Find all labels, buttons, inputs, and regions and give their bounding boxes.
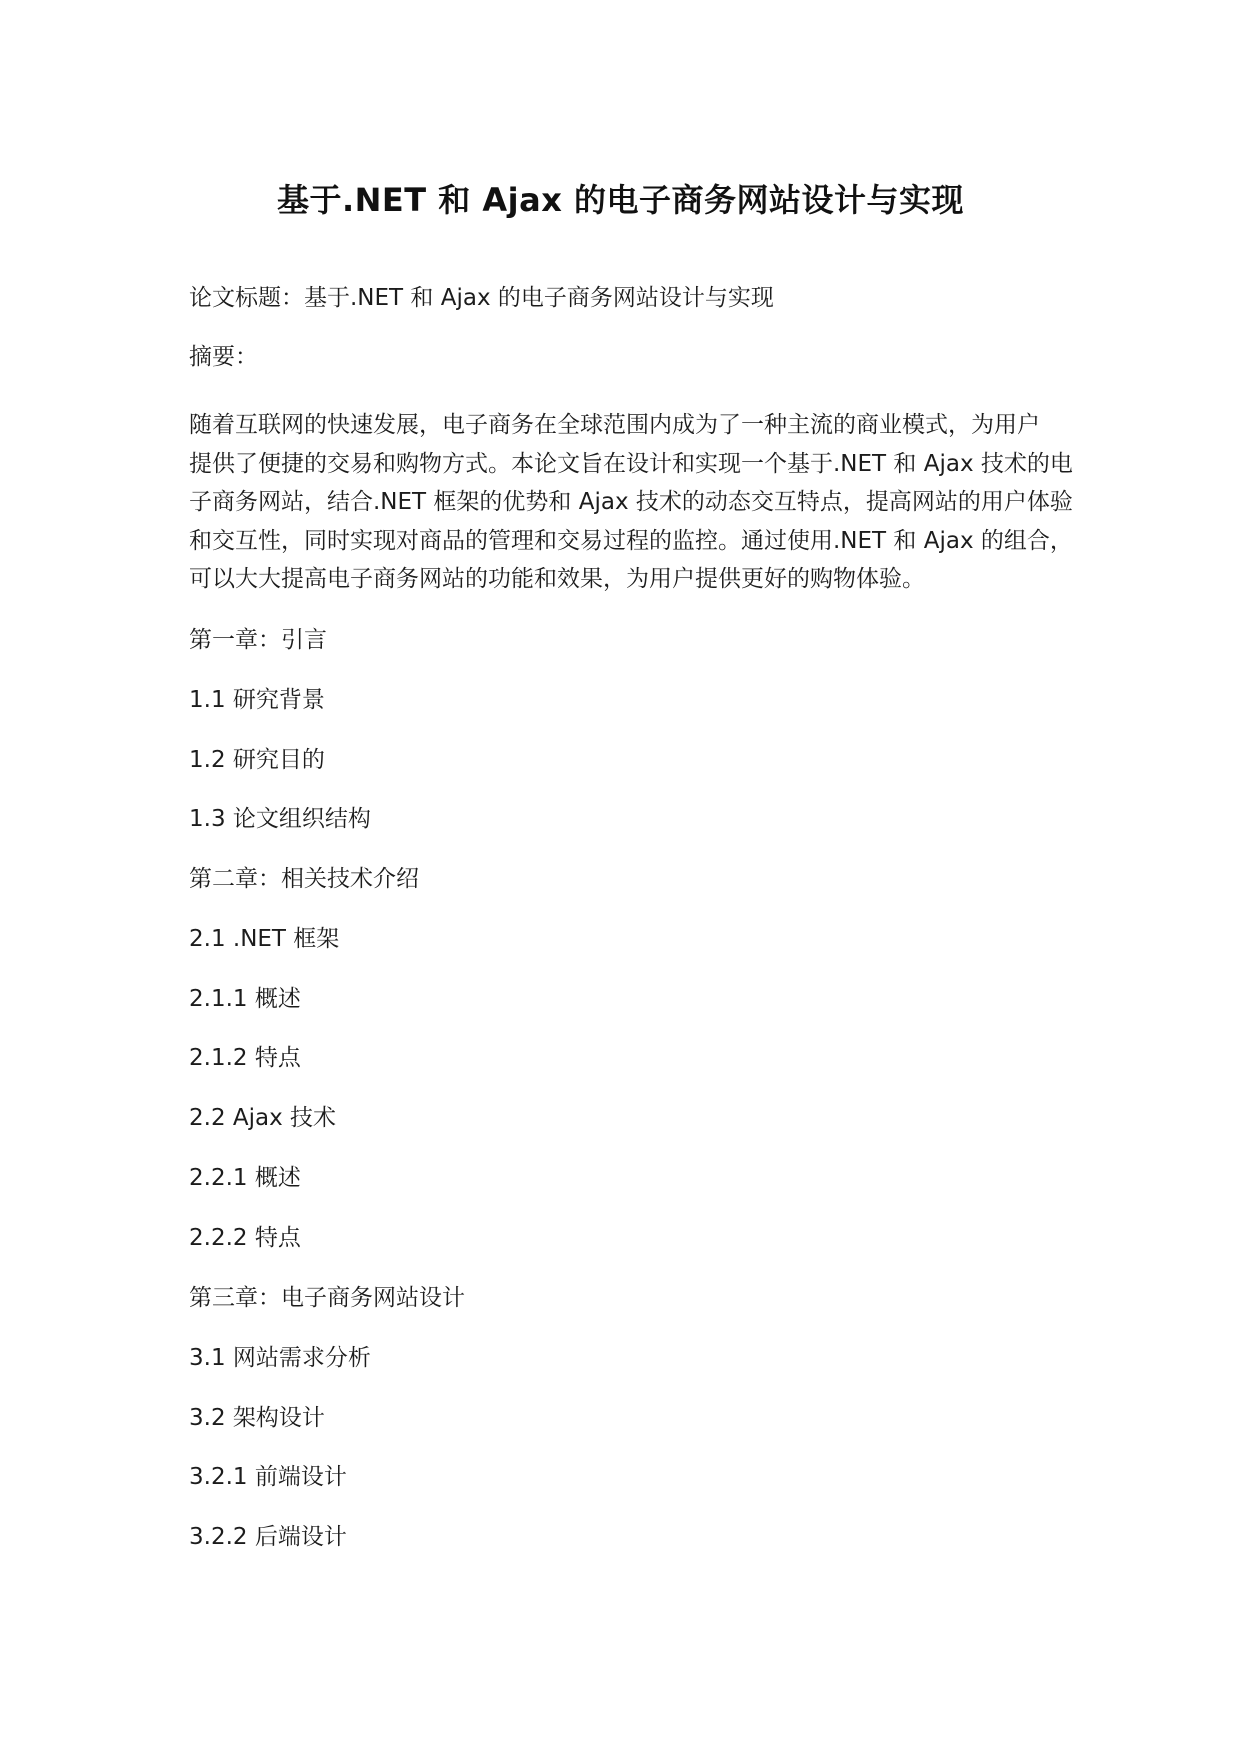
chapter-heading: 第三章：电子商务网站设计 [189, 1285, 465, 1311]
chapter-heading: 第二章：相关技术介绍 [189, 866, 419, 892]
section-heading: 1.3 论文组织结构 [189, 806, 371, 832]
abstract-line: 提供了便捷的交易和购物方式。本论文旨在设计和实现一个基于.NET 和 Ajax 技术的电 [189, 450, 1073, 477]
abstract-paragraph [189, 406, 1073, 599]
subsection-heading: 2.1.2 特点 [189, 1045, 301, 1071]
abstract-line: 和交互性，同时实现对商品的管理和交易过程的监控。通过使用.NET 和 Ajax 的组合， [189, 527, 1073, 554]
chapter-heading: 第一章：引言 [189, 627, 327, 653]
abstract-line: 子商务网站，结合.NET 框架的优势和 Ajax 技术的动态交互特点，提高网站的用户体验 [189, 489, 1073, 515]
section-heading: 3.2 架构设计 [189, 1405, 325, 1431]
subsection-heading: 2.2.1 概述 [189, 1165, 301, 1191]
abstract-line: 随着互联网的快速发展，电子商务在全球范围内成为了一种主流的商业模式，为用户 [189, 412, 1040, 438]
abstract-heading: 摘要： [189, 344, 258, 370]
abstract-line: 可以大大提高电子商务网站的功能和效果，为用户提供更好的购物体验。 [189, 566, 925, 592]
section-heading: 2.1 .NET 框架 [189, 926, 340, 952]
section-heading: 1.2 研究目的 [189, 747, 325, 773]
subsection-heading: 3.2.2 后端设计 [189, 1524, 347, 1550]
subsection-heading: 2.1.1 概述 [189, 986, 301, 1012]
document-title: 基于.NET 和 Ajax 的电子商务网站设计与实现 [276, 181, 965, 219]
paper-title-line: 论文标题：基于.NET 和 Ajax 的电子商务网站设计与实现 [189, 285, 774, 311]
section-heading: 2.2 Ajax 技术 [189, 1105, 337, 1131]
subsection-heading: 3.2.1 前端设计 [189, 1464, 347, 1490]
subsection-heading: 2.2.2 特点 [189, 1225, 301, 1251]
section-heading: 3.1 网站需求分析 [189, 1345, 371, 1371]
section-heading: 1.1 研究背景 [189, 687, 325, 713]
